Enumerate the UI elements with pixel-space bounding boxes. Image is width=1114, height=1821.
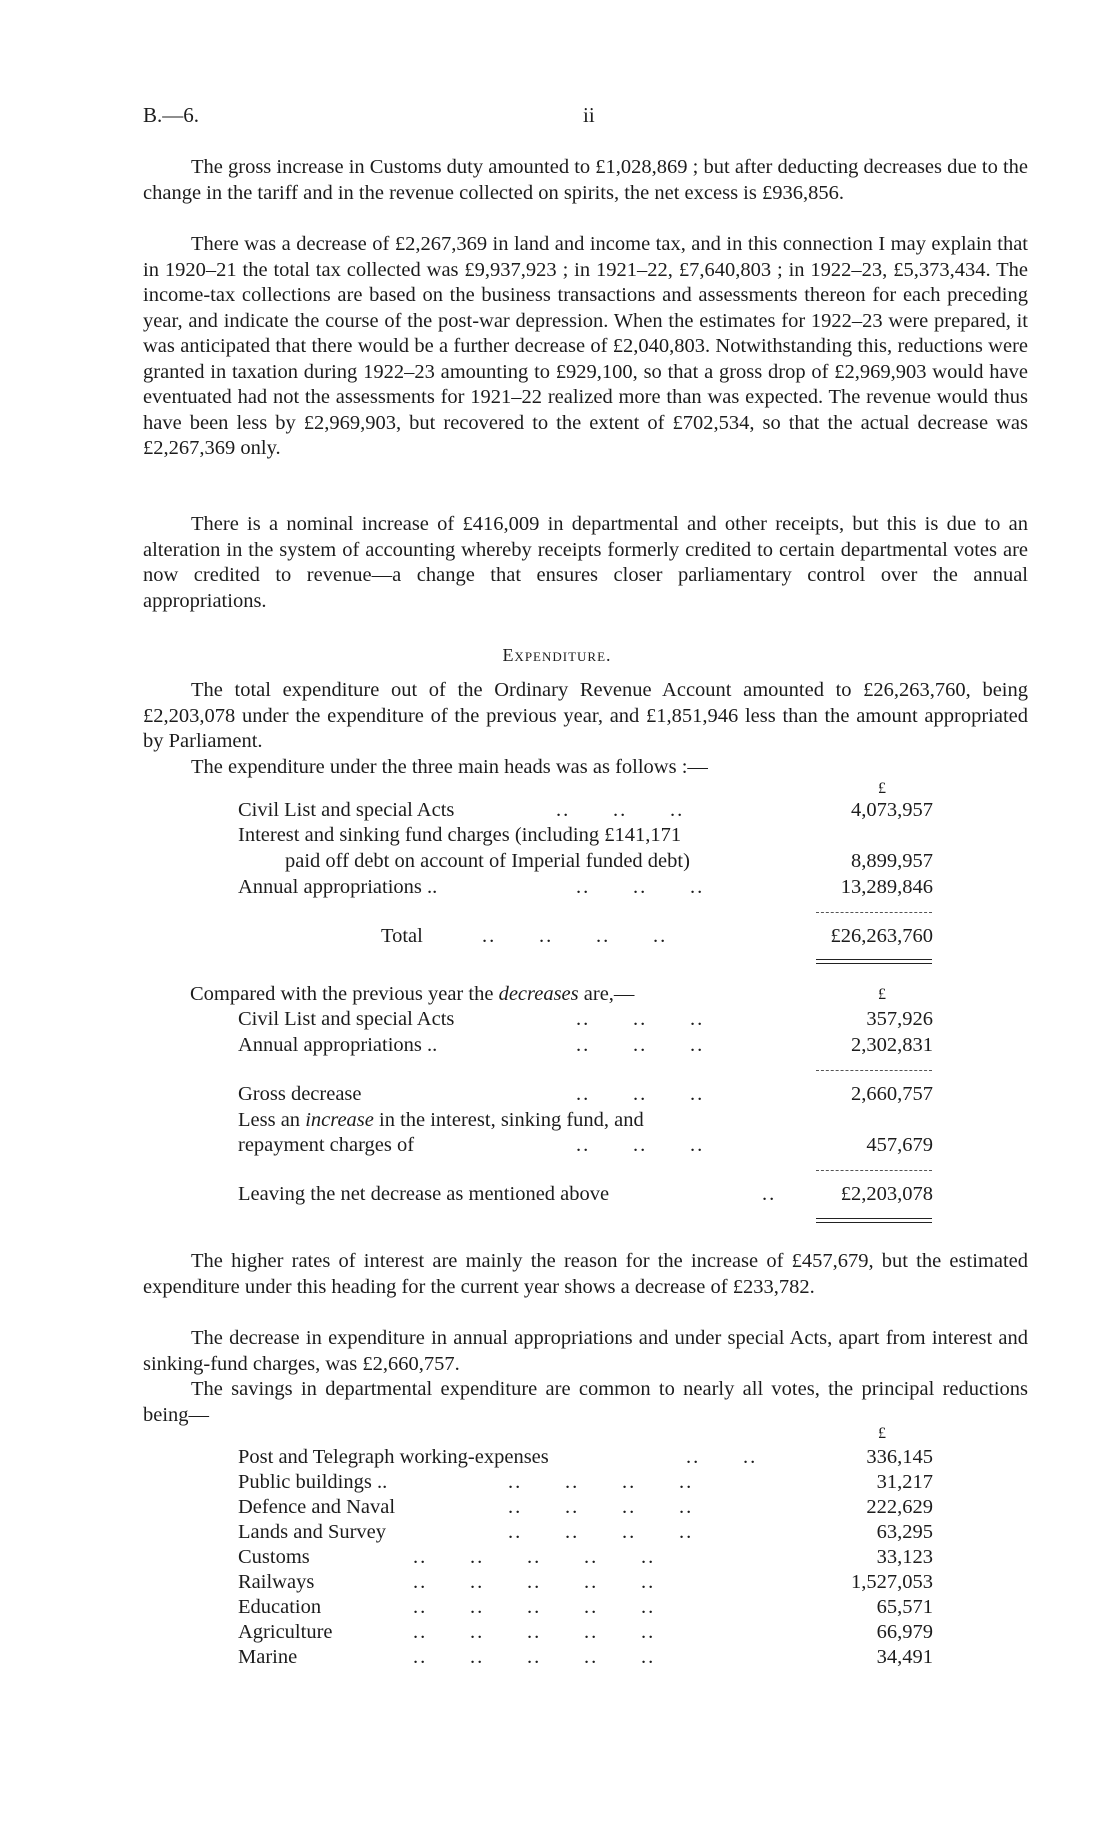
row-amount: 4,073,957 xyxy=(851,799,933,821)
net-row: Leaving the net decrease as mentioned above .. £2,203,078 xyxy=(238,1183,933,1205)
table-row: Annual appropriations .. .. .. .. 2,302,831 xyxy=(238,1034,933,1056)
row-label: Education xyxy=(238,1596,322,1618)
gross-label: Gross decrease xyxy=(238,1083,362,1105)
paragraph-total-expenditure: The total expenditure out of the Ordinary Revenue Account amounted to £26,263,760, being £2,203,078 under the expenditure of the previous year, and £1,851,946 less than the amount appropriated by Parliament. xyxy=(143,679,1028,752)
double-rule xyxy=(816,959,932,964)
paragraph-decrease-appropriations: The decrease in expenditure in annual appropriations and under special Acts, apart from interest and sinking-fund charges, was £2,660,757. xyxy=(143,1327,1028,1375)
paragraph-main-heads-intro: The expenditure under the three main heads was as follows :— xyxy=(191,756,708,778)
row-label: Customs xyxy=(238,1546,310,1568)
row-amount: 65,571 xyxy=(876,1596,933,1618)
row-label: Civil List and special Acts xyxy=(238,799,455,821)
paragraph-customs: The gross increase in Customs duty amounted to £1,028,869 ; but after deducting decreases due to the change in the tariff and in the revenue collected on spirits, the net excess is £936,856. xyxy=(143,156,1028,204)
row-amount: 2,302,831 xyxy=(851,1034,933,1056)
table-row: Civil List and special Acts .. .. .. 4,073,957 xyxy=(238,799,933,821)
document-reference: B.—6. xyxy=(143,103,200,127)
row-amount: 31,217 xyxy=(876,1471,933,1493)
net-label: Leaving the net decrease as mentioned above xyxy=(238,1183,610,1205)
row-amount: 33,123 xyxy=(876,1546,933,1568)
row-amount: 13,289,846 xyxy=(840,876,933,898)
total-amount: £26,263,760 xyxy=(830,925,933,947)
row-label: Civil List and special Acts xyxy=(238,1008,455,1030)
row-amount: 336,145 xyxy=(866,1446,933,1468)
less-row-continued: repayment charges of .. .. .. 457,679 xyxy=(238,1134,933,1156)
row-amount: 1,527,053 xyxy=(851,1571,933,1593)
paragraph-interest-rates: The higher rates of interest are mainly the reason for the increase of £457,679, but the estimated expenditure under this heading for the current year shows a decrease of £233,782. xyxy=(143,1250,1028,1298)
row-label: Post and Telegraph working-expenses xyxy=(238,1446,549,1468)
total-row: Total .. .. .. .. £26,263,760 xyxy=(381,925,933,947)
table-row: Lands and Survey .. .. .. .. 63,295 xyxy=(238,1521,933,1543)
row-label: Annual appropriations .. xyxy=(238,876,438,898)
table-row: Civil List and special Acts .. .. .. 357,926 xyxy=(238,1008,933,1030)
page-number: ii xyxy=(583,103,595,127)
row-label: Railways xyxy=(238,1571,315,1593)
currency-header-2: £ xyxy=(878,986,886,1003)
rule xyxy=(816,1170,932,1171)
row-amount: 63,295 xyxy=(876,1521,933,1543)
table-row: Railways .. .. .. .. .. 1,527,053 xyxy=(238,1571,933,1593)
table-row: Agriculture .. .. .. .. .. 66,979 xyxy=(238,1621,933,1643)
table-row xyxy=(238,824,933,850)
paragraph-land-income-tax: There was a decrease of £2,267,369 in land and income tax, and in this connection I may explain that in 1920–21 the total tax collected was £9,937,923 ; in 1921–22, £7,640,803 ; in 1922–23, £5,373,434. The income-tax collections are based on the business transactions and assessments thereon for each preceding year, and indicate the course of the post-war depression. When the estimates for 1922–23 were prepared, it was anticipated that there would be a further decrease of £2,040,803. Notwithstanding this, reductions were granted in taxation during 1922–23 amounting to £929,100, so that a gross drop of £2,969,903 would have eventuated had not the assessments for 1921–22 realized more than was expected. The revenue would thus have been less by £2,969,903, but recovered to the extent of £702,534, so that the actual decrease was £2,267,369 only. xyxy=(143,233,1028,459)
row-label: Interest and sinking fund charges (including £141,171 xyxy=(238,824,682,846)
table-row: Marine .. .. .. .. .. 34,491 xyxy=(238,1646,933,1668)
row-amount: 357,926 xyxy=(866,1008,933,1030)
rule xyxy=(816,912,932,913)
row-label: Marine xyxy=(238,1646,298,1668)
row-label: Defence and Naval xyxy=(238,1496,396,1518)
table-row: Education .. .. .. .. .. 65,571 xyxy=(238,1596,933,1618)
table-row: Post and Telegraph working-expenses .. .. 336,145 xyxy=(238,1446,933,1468)
row-label: Public buildings .. xyxy=(238,1471,388,1493)
double-rule xyxy=(816,1218,932,1223)
row-amount: 66,979 xyxy=(876,1621,933,1643)
comparison-intro: Compared with the previous year the decreases are,— xyxy=(190,983,635,1005)
row-label: Annual appropriations .. xyxy=(238,1034,438,1056)
less-row xyxy=(238,1109,933,1135)
net-amount: £2,203,078 xyxy=(840,1183,933,1205)
rule xyxy=(816,1070,932,1071)
row-amount: 222,629 xyxy=(866,1496,933,1518)
currency-header-1: £ xyxy=(878,780,886,797)
table-row xyxy=(238,850,933,876)
row-label-continued: paid off debt on account of Imperial funded debt) xyxy=(285,850,690,872)
gross-amount: 2,660,757 xyxy=(851,1083,933,1105)
paragraph-savings: The savings in departmental expenditure are common to nearly all votes, the principal reductions being— xyxy=(143,1378,1028,1426)
less-label-continued: repayment charges of xyxy=(238,1134,415,1156)
currency-header-3: £ xyxy=(878,1425,886,1442)
table-row: Annual appropriations .. .. .. .. 13,289,846 xyxy=(238,876,933,898)
row-label: Agriculture xyxy=(238,1621,333,1643)
section-heading: Expenditure. xyxy=(502,645,612,665)
gross-row: Gross decrease .. .. .. 2,660,757 xyxy=(238,1083,933,1105)
total-label: Total xyxy=(381,925,423,947)
paragraph-departmental-receipts: There is a nominal increase of £416,009 in departmental and other receipts, but this is due to an alteration in the system of accounting whereby receipts formerly credited to certain departmental votes are now credited to revenue—a change that ensures closer parliamentary control over the annual appropriations. xyxy=(143,513,1028,612)
row-amount: 34,491 xyxy=(876,1646,933,1668)
row-label: Lands and Survey xyxy=(238,1521,387,1543)
table-row: Public buildings .. .. .. .. .. 31,217 xyxy=(238,1471,933,1493)
table-row: Defence and Naval .. .. .. .. 222,629 xyxy=(238,1496,933,1518)
less-label: Less an increase in the interest, sinking fund, and xyxy=(238,1109,644,1131)
table-row: Customs .. .. .. .. .. 33,123 xyxy=(238,1546,933,1568)
less-amount: 457,679 xyxy=(866,1134,933,1156)
row-amount: 8,899,957 xyxy=(851,850,933,872)
